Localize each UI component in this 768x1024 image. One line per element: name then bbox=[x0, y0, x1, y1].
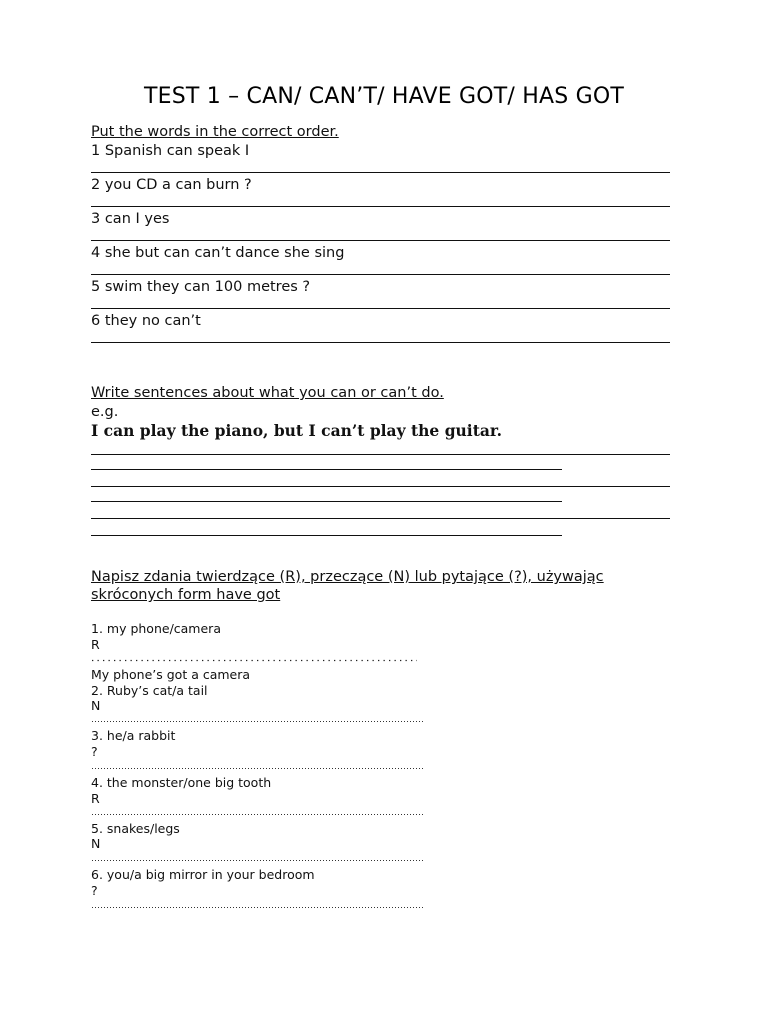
dotted-answer-line bbox=[91, 813, 423, 816]
havegot-type-6: ? bbox=[91, 883, 98, 898]
havegot-answer-1: My phone’s got a camera bbox=[91, 667, 251, 682]
page-title: TEST 1 – CAN/ CAN’T/ HAVE GOT/ HAS GOT bbox=[144, 84, 624, 109]
order-item-1: 1 Spanish can speak I bbox=[91, 143, 250, 159]
example-sentence: I can play the piano, but I can’t play the guitar. bbox=[91, 421, 503, 440]
answer-line-5 bbox=[91, 308, 670, 309]
answer-line-2 bbox=[91, 206, 670, 207]
havegot-type-3: ? bbox=[91, 744, 98, 759]
havegot-type-4: R bbox=[91, 791, 100, 806]
writing-line bbox=[91, 518, 670, 519]
order-item-4: 4 she but can can’t dance she sing bbox=[91, 245, 345, 261]
section2-heading: Write sentences about what you can or can’t do. bbox=[91, 385, 444, 401]
havegot-prompt-5: 5. snakes/legs bbox=[91, 821, 180, 836]
order-item-2: 2 you CD a can burn ? bbox=[91, 177, 252, 193]
order-item-5: 5 swim they can 100 metres ? bbox=[91, 279, 311, 295]
havegot-prompt-6: 6. you/a big mirror in your bedroom bbox=[91, 867, 315, 882]
writing-line bbox=[91, 454, 670, 455]
dotted-answer-line bbox=[91, 720, 423, 723]
havegot-type-1: R bbox=[91, 637, 100, 652]
havegot-type-2: N bbox=[91, 698, 101, 713]
havegot-prompt-1: 1. my phone/camera bbox=[91, 621, 221, 636]
dotted-answer-line bbox=[91, 767, 423, 770]
dotted-answer-line bbox=[91, 906, 423, 909]
dotted-answer-line bbox=[91, 859, 423, 862]
answer-line-1 bbox=[91, 172, 670, 173]
section3-heading-line2: skróconych form have got bbox=[91, 587, 281, 603]
writing-line bbox=[91, 535, 562, 536]
answer-line-6 bbox=[91, 342, 670, 343]
writing-line bbox=[91, 469, 562, 470]
dotted-answer-line bbox=[91, 659, 417, 662]
answer-line-4 bbox=[91, 274, 670, 275]
example-label: e.g. bbox=[91, 404, 119, 420]
order-item-6: 6 they no can’t bbox=[91, 313, 201, 329]
havegot-prompt-2: 2. Ruby’s cat/a tail bbox=[91, 683, 208, 698]
order-item-3: 3 can I yes bbox=[91, 211, 170, 227]
havegot-prompt-3: 3. he/a rabbit bbox=[91, 728, 176, 743]
section1-heading: Put the words in the correct order. bbox=[91, 124, 339, 140]
havegot-type-5: N bbox=[91, 836, 101, 851]
writing-line bbox=[91, 501, 562, 502]
section3-heading-line1: Napisz zdania twierdzące (R), przeczące (N) lub pytające (?), używając bbox=[91, 569, 604, 585]
havegot-prompt-4: 4. the monster/one big tooth bbox=[91, 775, 272, 790]
answer-line-3 bbox=[91, 240, 670, 241]
writing-line bbox=[91, 486, 670, 487]
